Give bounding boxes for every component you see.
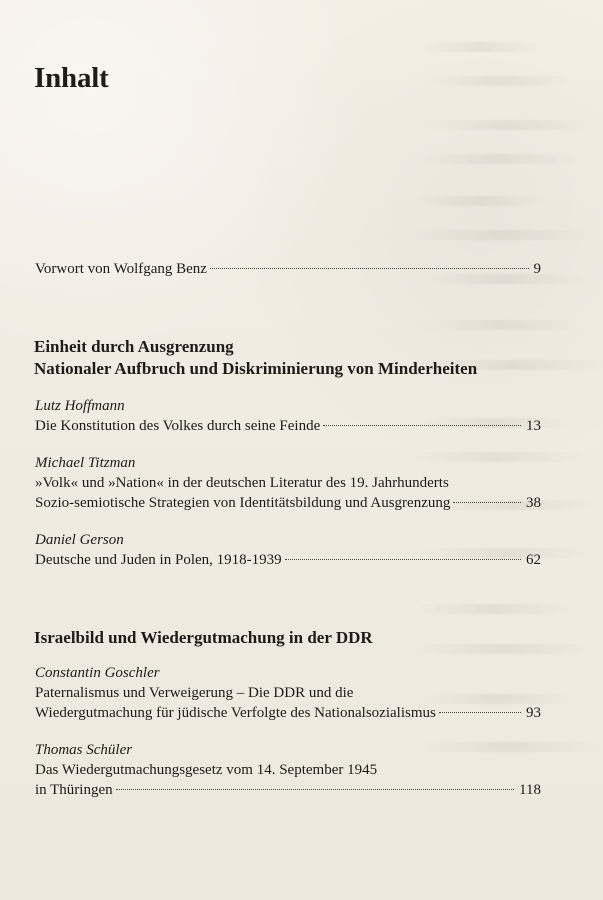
preface-entry (35, 260, 541, 278)
leader-dots (116, 789, 514, 790)
entry-title-line-2: in Thüringen (35, 782, 113, 798)
entry-title-line-2: Wiedergutmachung für jüdische Verfolgte des Nationalsozialismus (35, 705, 436, 721)
author-michael-titzman: Michael Titzman (35, 455, 136, 471)
entry-thomas-schueler (35, 781, 541, 799)
entry-title-line-2: Sozio-semiotische Strategien von Identitätsbildung und Ausgrenzung (35, 495, 451, 511)
entry-daniel-gerson (35, 551, 541, 569)
author-constantin-goschler: Constantin Goschler (35, 665, 160, 681)
author-lutz-hoffmann: Lutz Hoffmann (35, 398, 125, 414)
entry-lutz-hoffmann (35, 417, 541, 435)
section-heading-2: Israelbild und Wiedergutmachung in der DDR (34, 628, 373, 647)
show-through-text (363, 0, 603, 820)
entry-title-line-1: »Volk« und »Nation« in der deutschen Literatur des 19. Jahrhunderts (35, 475, 449, 491)
leader-dots (210, 268, 529, 269)
entry-page-number: 118 (519, 782, 541, 798)
entry-page-number: 13 (526, 418, 541, 434)
leader-dots (453, 502, 521, 503)
entry-title-line-1: Paternalismus und Verweigerung – Die DDR und die (35, 685, 354, 701)
author-daniel-gerson: Daniel Gerson (35, 532, 124, 548)
entry-title: Deutsche und Juden in Polen, 1918-1939 (35, 552, 282, 568)
entry-page-number: 62 (526, 552, 541, 568)
entry-page-number: 38 (526, 495, 541, 511)
entry-page-number: 93 (526, 705, 541, 721)
section-heading-1-line-2: Nationaler Aufbruch und Diskriminierung von Minderheiten (34, 359, 478, 378)
section-heading-1-line-1: Einheit durch Ausgrenzung (34, 337, 234, 356)
entry-michael-titzman (35, 494, 541, 512)
entry-constantin-goschler (35, 704, 541, 722)
preface-text: Vorwort von Wolfgang Benz (35, 261, 207, 277)
entry-title: Die Konstitution des Volkes durch seine Feinde (35, 418, 321, 434)
author-thomas-schueler: Thomas Schüler (35, 742, 133, 758)
leader-dots (285, 559, 521, 560)
preface-page-number: 9 (533, 261, 541, 277)
page-title: Inhalt (34, 62, 109, 94)
leader-dots (323, 425, 521, 426)
leader-dots (439, 712, 521, 713)
entry-title-line-1: Das Wiedergutmachungsgesetz vom 14. September 1945 (35, 762, 378, 778)
